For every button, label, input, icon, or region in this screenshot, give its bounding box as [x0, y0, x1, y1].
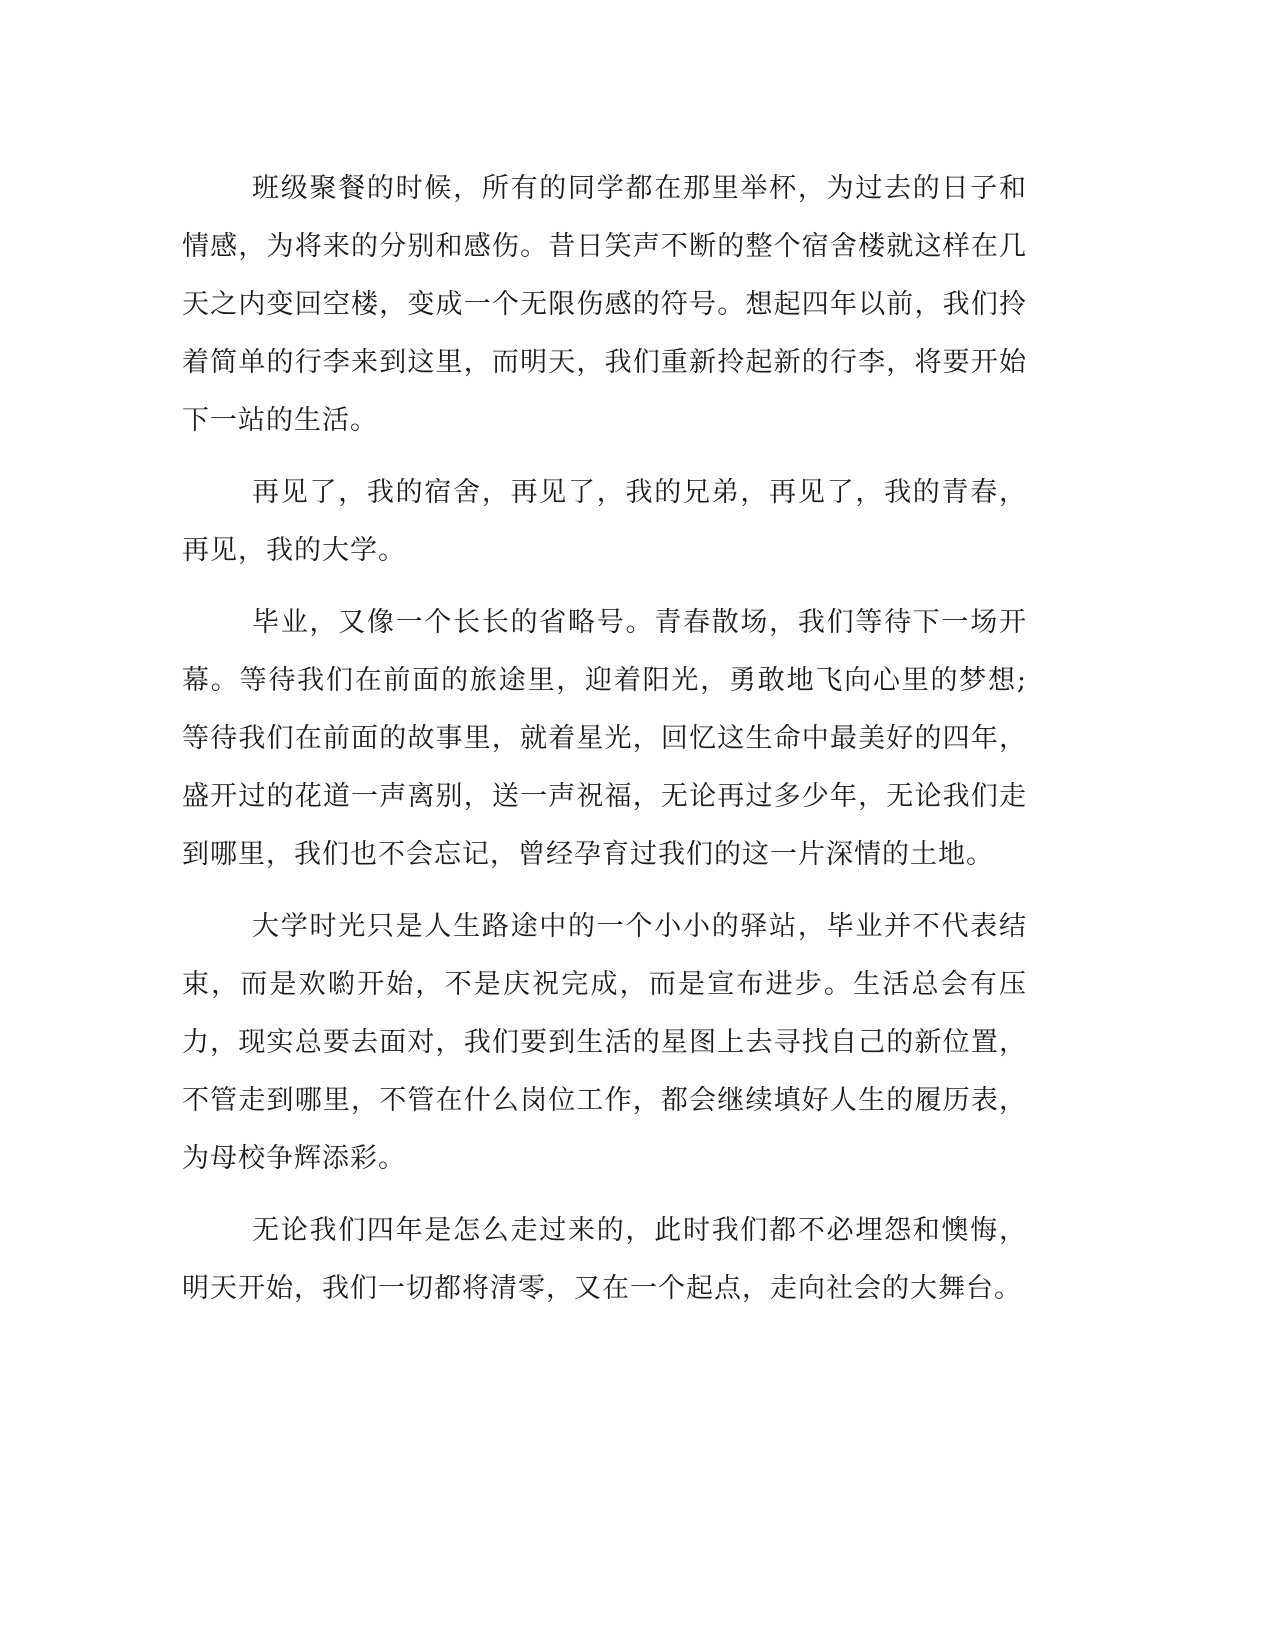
paragraph-5: 无论我们四年是怎么走过来的，此时我们都不必埋怨和懊悔，明天开始，我们一切都将清零，又在一个起点，走向社会的大舞台。 — [182, 1215, 1027, 1304]
paragraph-4: 大学时光只是人生路途中的一个小小的驿站，毕业并不代表结束，而是欢喲开始，不是庆祝完成，而是宣布进步。生活总会有压力，现实总要去面对，我们要到生活的星图上去寻找自己的新位置，不管走到哪里，不管在什么岗位工作，都会继续填好人生的履历表，为母校争辉添彩。 — [182, 911, 1027, 1174]
paragraph-3: 毕业，又像一个长长的省略号。青春散场，我们等待下一场开幕。等待我们在前面的旅途里，迎着阳光，勇敢地飞向心里的梦想;等待我们在前面的故事里，就着星光，回忆这生命中最美好的四年，盛开过的花道一声离别，送一声祝福，无论再过多少年，无论我们走到哪里，我们也不会忘记，曾经孕育过我们的这一片深情的土地。 — [182, 607, 1027, 870]
paragraph-1: 班级聚餐的时候，所有的同学都在那里举杯，为过去的日子和情感，为将来的分别和感伤。昔日笑声不断的整个宿舍楼就这样在几天之内变回空楼，变成一个无限伤感的符号。想起四年以前，我们拎着简单的行李来到这里，而明天，我们重新拎起新的行李，将要开始下一站的生活。 — [182, 173, 1027, 436]
paragraph-2: 再见了，我的宿舍，再见了，我的兄弟，再见了，我的青春，再见，我的大学。 — [182, 477, 1027, 566]
document-body — [182, 160, 1027, 1332]
